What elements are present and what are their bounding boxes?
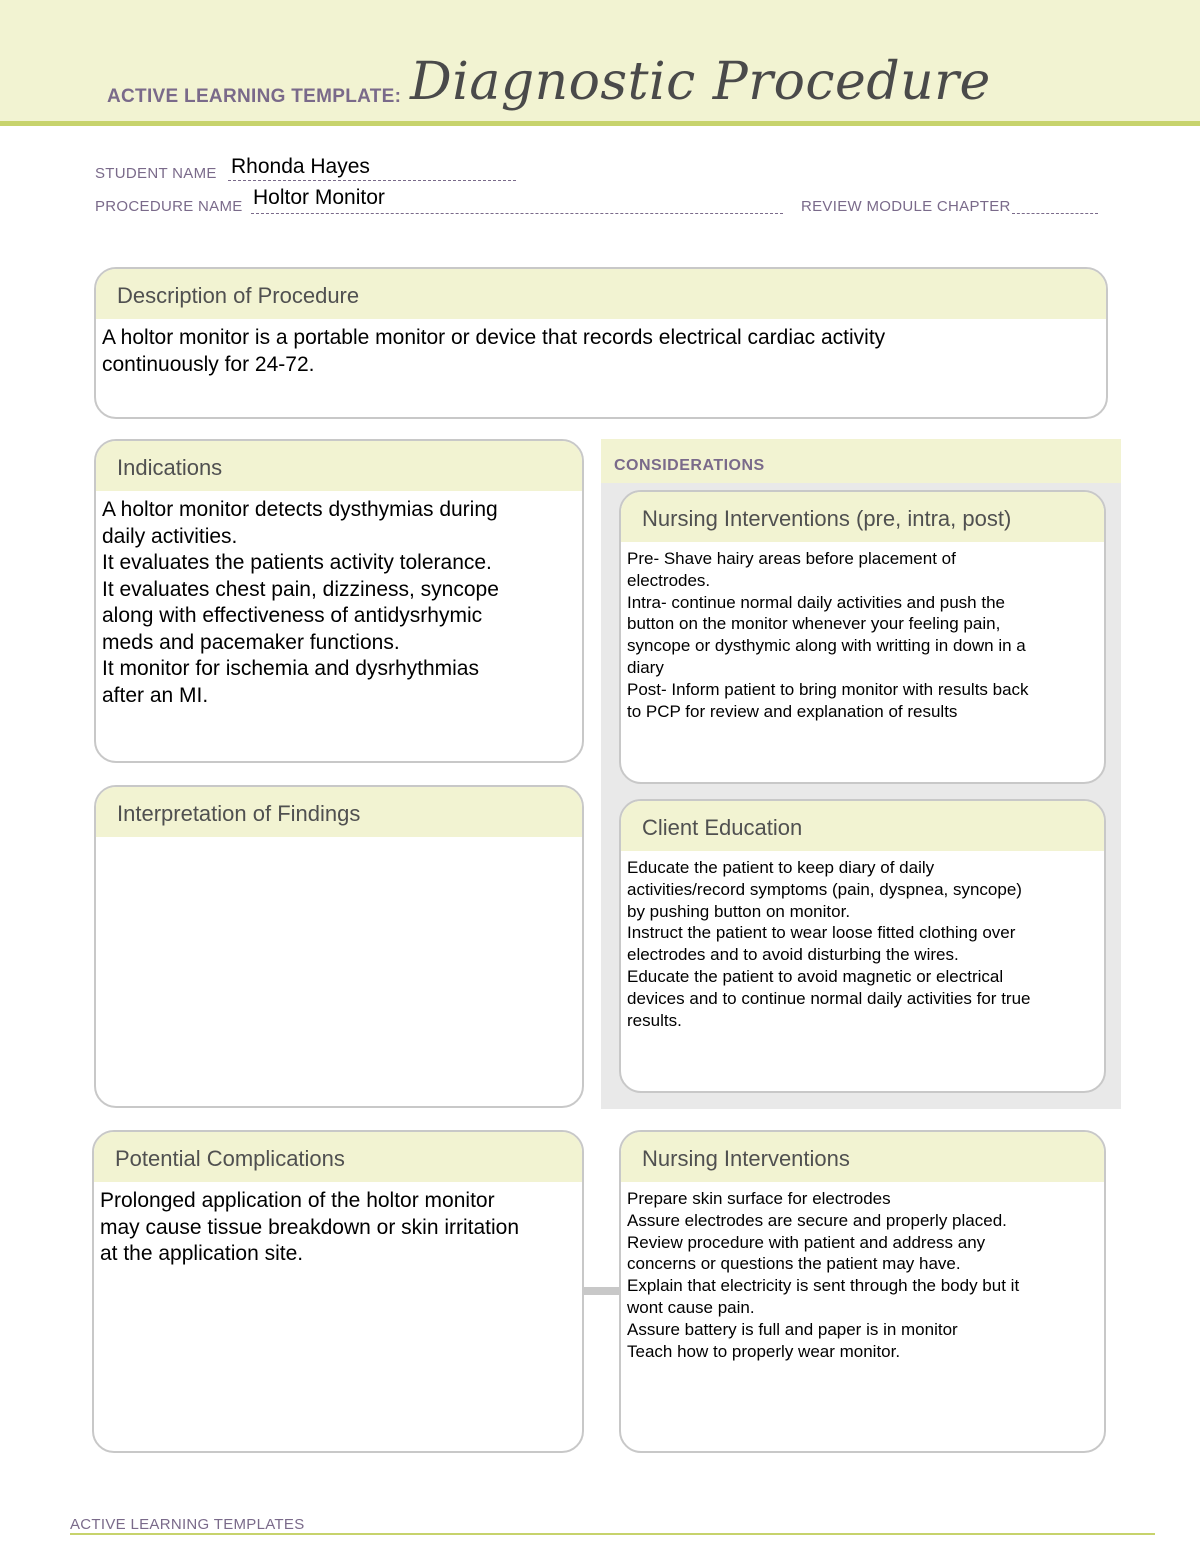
student-name-line <box>228 180 516 181</box>
procedure-name-line <box>251 213 783 214</box>
template-brand: ACTIVE LEARNING TEMPLATE: <box>107 86 402 107</box>
procedure-name-field[interactable]: Holtor Monitor <box>253 186 385 209</box>
client-education-text[interactable]: Educate the patient to keep diary of daily activities/record symptoms (pain, dyspnea, syncope) by pushing button on monitor. Instruct the patient to wear loose fitted clothing over electrodes and to avoid disturbing the wires. Educate the patient to avoid magnetic or electrical devices and to continue normal daily activities for true results. <box>627 858 1031 1030</box>
client-education-title: Client Education <box>621 801 1104 851</box>
review-module-label: REVIEW MODULE CHAPTER <box>801 198 1011 215</box>
interpretation-section <box>94 785 584 1108</box>
page-title: Diagnostic Procedure <box>410 52 991 112</box>
indications-section <box>94 439 584 763</box>
interpretation-title: Interpretation of Findings <box>96 787 582 837</box>
procedure-name-label: PROCEDURE NAME <box>95 198 243 215</box>
review-module-field[interactable] <box>1012 213 1098 214</box>
complications-text[interactable]: Prolonged application of the holtor monitor may cause tissue breakdown or skin irritation at the application site. <box>100 1189 520 1265</box>
considerations-label: CONSIDERATIONS <box>614 457 765 474</box>
nursing-interventions-section <box>619 1130 1106 1453</box>
nursing-interventions-text[interactable]: Prepare skin surface for electrodes Assure electrodes are secure and properly placed. Review procedure with patient and address any concerns or questions the patient may have. Explain that electricity is sent through the body but it wont cause pain. Assure battery is full and paper is in monitor Teach how to properly wear monitor. <box>627 1189 1020 1361</box>
complications-title: Potential Complications <box>94 1132 582 1182</box>
footer-label: ACTIVE LEARNING TEMPLATES <box>70 1516 305 1533</box>
nursing-interventions-title: Nursing Interventions <box>621 1132 1104 1182</box>
header-divider <box>0 121 1200 126</box>
indications-title: Indications <box>96 441 582 491</box>
student-name-field[interactable]: Rhonda Hayes <box>231 155 370 178</box>
footer-divider <box>70 1533 1155 1535</box>
nursing-pre-intra-post-title: Nursing Interventions (pre, intra, post) <box>621 492 1104 542</box>
description-text[interactable]: A holtor monitor is a portable monitor or device that records electrical cardiac activity continuously for 24-72. <box>102 326 886 376</box>
nursing-pre-intra-post-text[interactable]: Pre- Shave hairy areas before placement of electrodes. Intra- continue normal daily activities and push the button on the monitor whenever your feeling pain, syncope or dysthymic along with writting in down in a diary Post- Inform patient to bring monitor with results back to PCP for review and explanation of results <box>627 549 1029 721</box>
nursing-pre-intra-post-section <box>619 490 1106 784</box>
description-section <box>94 267 1108 419</box>
complications-section <box>92 1130 584 1453</box>
student-name-label: STUDENT NAME <box>95 165 217 182</box>
client-education-section <box>619 799 1106 1093</box>
description-title: Description of Procedure <box>96 269 1106 319</box>
indications-text[interactable]: A holtor monitor detects dysthymias during daily activities. It evaluates the patients activity tolerance. It evaluates chest pain, dizziness, syncope along with effectiveness of antidysrhymic meds and pacemaker functions. It monitor for ischemia and dysrhythmias after an MI. <box>102 498 499 707</box>
interpretation-text[interactable] <box>96 837 582 843</box>
connector-bar <box>583 1287 621 1295</box>
